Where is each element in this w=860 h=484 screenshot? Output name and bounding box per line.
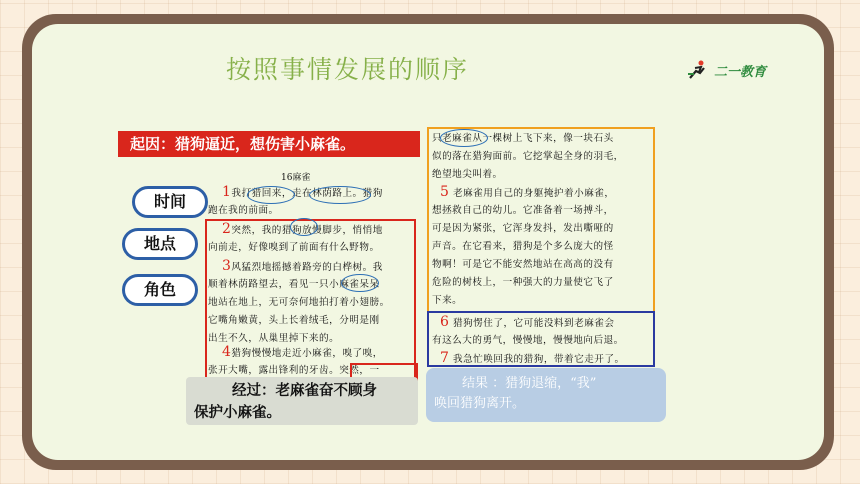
paragraph-number: 7 <box>440 350 450 366</box>
cause-banner: 起因：猎狗逼近，想伤害小麻雀。 <box>118 131 420 157</box>
story-text: 跑在我的前面。 <box>208 205 279 216</box>
slide-title: 按照事情发展的顺序 <box>226 55 470 84</box>
label-time: 时间 <box>132 186 208 218</box>
story-text: 绝望地尖叫着。 <box>432 169 503 180</box>
label-characters: 角色 <box>122 274 198 306</box>
story-text: 声音。在它看来，猎狗是个多么庞大的怪 <box>432 241 614 252</box>
paragraph-number: 1 <box>222 184 232 200</box>
character-oval-dog <box>290 218 318 236</box>
paragraph-number: 6 <box>440 314 450 330</box>
result-text-line2: 唤回猎狗离开。 <box>434 396 526 411</box>
story-text: 风猛烈地摇撼着路旁的白桦树。我 <box>231 262 383 273</box>
story-line <box>208 202 279 220</box>
result-highlight-box <box>427 311 655 367</box>
story-text: 突然，我的猎狗放慢脚步，悄悄地 <box>231 225 383 236</box>
label-place: 地点 <box>122 228 198 260</box>
process-text-line1: 经过：老麻雀奋不顾身 <box>232 382 377 399</box>
story-text: 它嘴角嫩黄，头上长着绒毛，分明是刚 <box>208 315 380 326</box>
paragraph-number: 2 <box>222 221 232 237</box>
result-text-line1: 结果 ：猎狗退缩，“我” <box>462 376 597 391</box>
story-title: 16麻雀 <box>281 173 311 183</box>
story-text: 地站在地上，无可奈何地拍打着小翅膀。 <box>208 297 390 308</box>
logo-text: 二一教育 <box>714 64 767 80</box>
story-text: 向前走，好像嗅到了前面有什么野物。 <box>208 242 380 253</box>
paragraph-number: 5 <box>440 184 450 200</box>
character-oval-old-sparrow <box>440 129 488 147</box>
story-text: 我打猎回来，走在林荫路上。猎狗 <box>231 188 383 199</box>
climax-highlight-box <box>427 127 655 313</box>
paragraph-number: 4 <box>222 344 232 360</box>
story-text: 想拯救自己的幼儿。它准备着一场搏斗， <box>432 205 614 216</box>
story-text: 似的落在猎狗面前。它挖掌起全身的羽毛， <box>432 151 624 162</box>
logo <box>686 60 766 80</box>
character-oval-sparrow <box>341 274 379 292</box>
paragraph-number: 3 <box>222 258 232 274</box>
story-text: 猎狗慢慢地走近小麻雀，嗅了嗅， <box>231 348 383 359</box>
story-text: 只老麻雀从一棵树上飞下来，像一块石头 <box>432 133 614 144</box>
story-text: 出生不久，从巢里掉下来的。 <box>208 333 340 344</box>
story-text: 下来。 <box>432 295 463 306</box>
story-text: 猎狗愣住了，它可能没料到老麻雀会 <box>452 318 615 329</box>
runner-logo-icon <box>686 60 710 80</box>
story-text: 张开大嘴，露出锋利的牙齿。突然，一 <box>208 365 380 376</box>
process-box <box>186 377 418 425</box>
process-text-line2: 保护小麻雀。 <box>194 404 281 421</box>
story-text: 可是因为紧张，它浑身发抖，发出嘶哑的 <box>432 223 614 234</box>
place-oval <box>309 186 371 204</box>
story-text: 物啊！可是它不能安然地站在高高的没有 <box>432 259 614 270</box>
result-box <box>426 368 666 422</box>
process-highlight-box <box>205 219 416 379</box>
time-oval <box>247 186 295 204</box>
story-text: 危险的树枝上，一种强大的力量使它飞了 <box>432 277 614 288</box>
story-text: 顺着林荫路望去，看见一只小麻雀呆呆 <box>208 279 380 290</box>
story-text: 有这么大的勇气，慢慢地，慢慢地向后退。 <box>432 335 624 346</box>
story-text: 老麻雀用自己的身躯掩护着小麻雀， <box>452 188 615 199</box>
story-text: 我急忙唤回我的猎狗，带着它走开了。 <box>452 354 625 365</box>
